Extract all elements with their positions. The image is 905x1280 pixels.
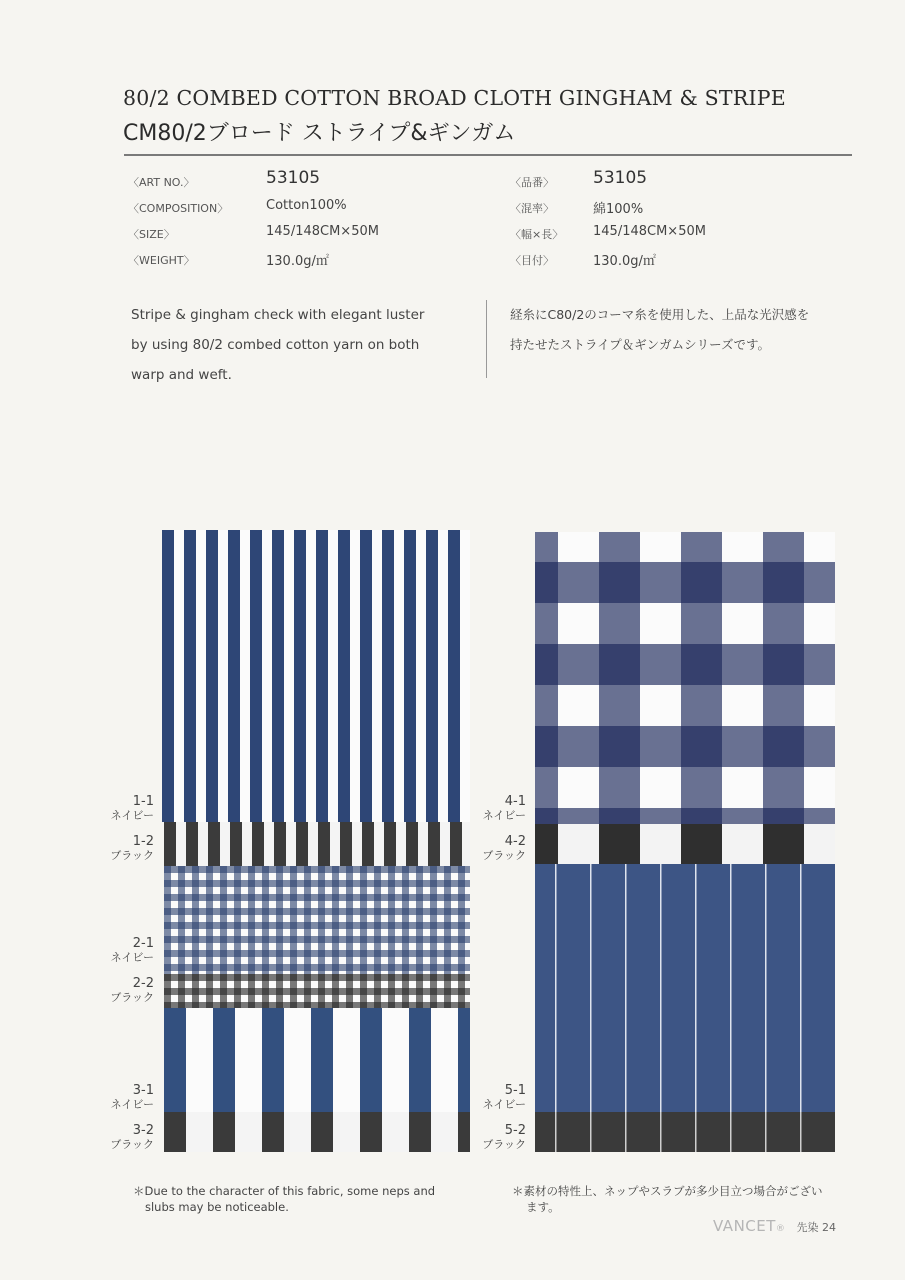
spec-label-size: 〈SIZE〉 xyxy=(128,228,175,241)
description-jp-line: 経糸にC80/2のコーマ糸を使用した、上品な光沢感を xyxy=(510,307,810,322)
note-english xyxy=(133,1183,473,1215)
swatch-color: ネイビー xyxy=(482,1098,526,1111)
swatch-4-1-navy-large-gingham xyxy=(535,532,835,824)
swatch-color: ネイビー xyxy=(110,1098,154,1111)
swatch-label-5-2 xyxy=(478,1124,526,1152)
swatch-label-2-1 xyxy=(106,937,154,965)
spec-label-haba: 〈幅×長〉 xyxy=(510,228,564,241)
note-jp-line: ます。 xyxy=(526,1200,560,1214)
swatch-number: 2-1 xyxy=(132,936,154,951)
description-divider xyxy=(486,300,487,378)
swatch-color: ネイビー xyxy=(110,809,154,822)
spec-value-haba: 145/148CM×50M xyxy=(593,224,706,239)
swatch-1-1-navy-stripe xyxy=(162,530,470,822)
description-en-line: by using 80/2 combed cotton yarn on both xyxy=(131,337,420,353)
note-jp-line: ＊素材の特性上、ネップやスラブが多少目立つ場合がござい xyxy=(512,1184,823,1198)
page-label: 先染 24 xyxy=(796,1221,836,1234)
swatch-color: ネイビー xyxy=(110,951,154,964)
spec-value-konritsu: 綿100% xyxy=(593,202,644,217)
swatch-color: ブラック xyxy=(110,991,154,1004)
swatch-label-5-1 xyxy=(478,1084,526,1112)
swatch-number: 3-2 xyxy=(132,1123,154,1138)
swatch-2-2-black-gingham xyxy=(164,974,470,1008)
title-japanese: CM80/2ブロード ストライプ&ギンガム xyxy=(123,121,516,146)
swatch-label-4-2 xyxy=(478,835,526,863)
swatch-1-2-black-stripe xyxy=(164,822,470,866)
swatch-label-4-1 xyxy=(478,795,526,823)
spec-label-hinban: 〈品番〉 xyxy=(510,176,554,189)
spec-label-art-no: 〈ART NO.〉 xyxy=(128,176,195,189)
description-en-line: Stripe & gingham check with elegant luster xyxy=(131,307,425,323)
description-en-line: warp and weft. xyxy=(131,367,232,383)
header-rule xyxy=(124,154,852,156)
swatch-color: ブラック xyxy=(110,849,154,862)
swatch-2-1-navy-gingham xyxy=(164,866,470,974)
swatch-label-1-1 xyxy=(106,795,154,823)
description-english xyxy=(131,300,471,390)
title-english: 80/2 COMBED COTTON BROAD CLOTH GINGHAM & STRIPE xyxy=(123,86,786,110)
description-japanese xyxy=(510,300,870,360)
footer-brand xyxy=(713,1216,836,1235)
swatch-number: 5-1 xyxy=(504,1083,526,1098)
swatch-number: 3-1 xyxy=(132,1083,154,1098)
swatch-number: 4-1 xyxy=(504,794,526,809)
spec-value-composition: Cotton100% xyxy=(266,198,347,213)
swatch-label-2-2 xyxy=(106,977,154,1005)
description-jp-line: 持たせたストライプ＆ギンガムシリーズです。 xyxy=(510,337,771,352)
swatch-label-1-2 xyxy=(106,835,154,863)
swatch-number: 2-2 xyxy=(132,976,154,991)
note-en-line: ＊Due to the character of this fabric, some neps and xyxy=(133,1184,436,1198)
spec-value-art-no: 53105 xyxy=(266,168,321,188)
spec-value-size: 145/148CM×50M xyxy=(266,224,379,239)
swatch-4-2-black-large-gingham xyxy=(535,824,835,864)
swatch-number: 4-2 xyxy=(504,834,526,849)
spec-value-hinban: 53105 xyxy=(593,168,648,188)
swatch-color: ブラック xyxy=(482,1138,526,1151)
spec-value-metsuke: 130.0g/㎡ xyxy=(593,254,656,269)
swatch-label-3-2 xyxy=(106,1124,154,1152)
spec-value-weight: 130.0g/㎡ xyxy=(266,254,329,269)
note-japanese xyxy=(512,1183,862,1215)
swatch-color: ネイビー xyxy=(482,809,526,822)
spec-label-weight: 〈WEIGHT〉 xyxy=(128,254,195,267)
swatch-3-2-black-wide-stripe xyxy=(164,1112,470,1152)
brand-registered-mark: ® xyxy=(775,1224,786,1234)
swatch-number: 1-1 xyxy=(132,794,154,809)
swatch-5-1-navy-pinstripe xyxy=(535,864,835,1112)
spec-label-composition: 〈COMPOSITION〉 xyxy=(128,202,229,215)
note-en-line: slubs may be noticeable. xyxy=(145,1200,289,1214)
spec-label-metsuke: 〈目付〉 xyxy=(510,254,554,267)
swatch-3-1-navy-wide-stripe xyxy=(164,1008,470,1112)
swatch-color: ブラック xyxy=(482,849,526,862)
spec-label-konritsu: 〈混率〉 xyxy=(510,202,554,215)
brand-logo: VANCET xyxy=(713,1217,776,1235)
swatch-number: 1-2 xyxy=(132,834,154,849)
swatch-label-3-1 xyxy=(106,1084,154,1112)
swatch-number: 5-2 xyxy=(504,1123,526,1138)
swatch-color: ブラック xyxy=(110,1138,154,1151)
swatch-5-2-black-pinstripe xyxy=(535,1112,835,1152)
